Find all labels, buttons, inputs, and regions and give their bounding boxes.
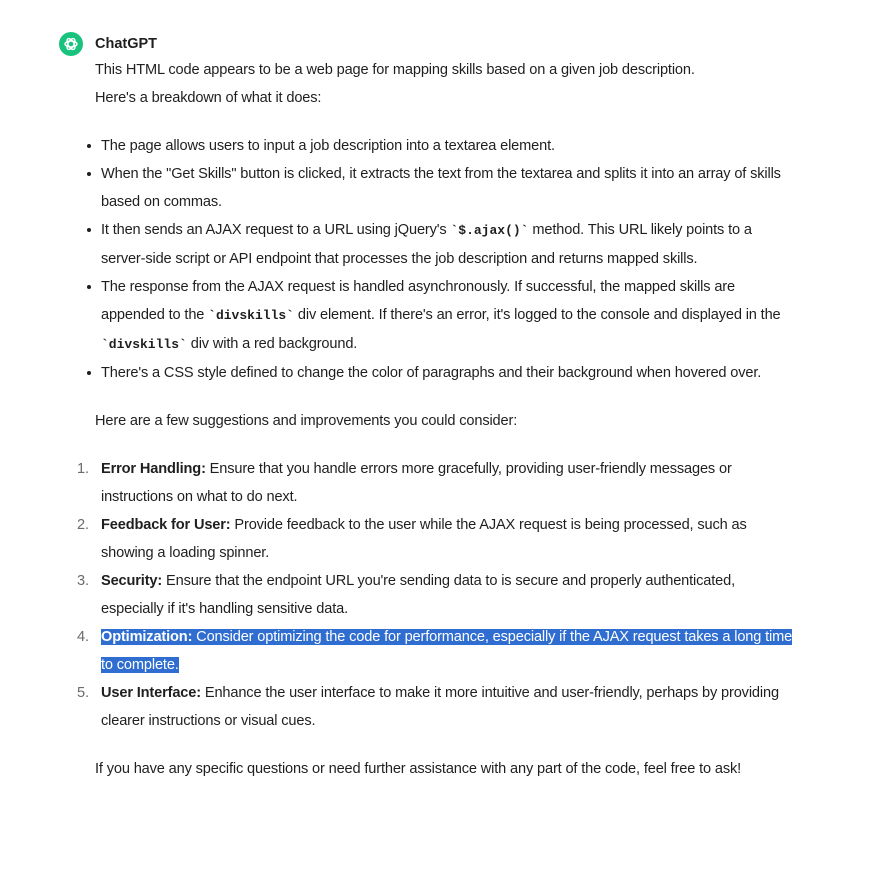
list-item: 5. User Interface: Enhance the user interface to make it more intuitive and user-friendly, perhaps by providing clearer instructions or visual cues. bbox=[95, 679, 795, 735]
suggestion-title: Error Handling: bbox=[101, 461, 206, 477]
suggestions-intro: Here are a few suggestions and improvements you could consider: bbox=[95, 413, 518, 429]
selected-text[interactable]: Optimization: Consider optimizing the code for performance, especially if the AJAX request takes a long time to complete. bbox=[101, 629, 793, 673]
suggestions-list bbox=[77, 455, 795, 735]
inline-code: `divskills` bbox=[101, 337, 187, 352]
list-item: 1. Error Handling: Ensure that you handle errors more gracefully, providing user-friendly messages or instructions on what to do next. bbox=[95, 455, 795, 511]
chatgpt-avatar-icon bbox=[59, 32, 83, 56]
closing-paragraph: If you have any specific questions or need further assistance with any part of the code, feel free to ask! bbox=[95, 761, 742, 777]
suggestion-title: User Interface: bbox=[101, 685, 201, 701]
suggestion-title: Security: bbox=[101, 573, 163, 589]
list-item: It then sends an AJAX request to a URL using jQuery's `$.ajax()` method. This URL likely points to a server-side script or API endpoint that processes the job description and returns mapped skills. bbox=[95, 216, 795, 273]
list-number: 4. bbox=[77, 629, 89, 645]
list-item: The page allows users to input a job description into a textarea element. bbox=[95, 132, 795, 160]
inline-code: `divskills` bbox=[208, 308, 294, 323]
intro-line-1: This HTML code appears to be a web page for mapping skills based on a given job description. bbox=[95, 62, 695, 78]
intro-line-2: Here's a breakdown of what it does: bbox=[95, 90, 322, 106]
list-item-selected bbox=[77, 623, 795, 679]
sender-name: ChatGPT bbox=[95, 36, 158, 52]
breakdown-list bbox=[95, 132, 795, 387]
list-number: 5. bbox=[77, 685, 89, 701]
suggestion-title: Optimization: bbox=[101, 629, 193, 645]
list-number: 1. bbox=[77, 461, 89, 477]
inline-code: `$.ajax()` bbox=[450, 223, 529, 238]
list-item: There's a CSS style defined to change the color of paragraphs and their background when hovered over. bbox=[95, 359, 795, 387]
list-number: 2. bbox=[77, 517, 89, 533]
intro-paragraph bbox=[95, 56, 795, 112]
suggestion-title: Feedback for User: bbox=[101, 517, 231, 533]
openai-logo-icon bbox=[63, 36, 79, 52]
list-number: 3. bbox=[77, 573, 89, 589]
list-item: 3. Security: Ensure that the endpoint URL you're sending data to is secure and properly authenticated, especially if it's handling sensitive data. bbox=[95, 567, 795, 623]
list-item: When the "Get Skills" button is clicked, it extracts the text from the textarea and splits it into an array of skills based on commas. bbox=[95, 160, 795, 216]
message-content bbox=[77, 56, 795, 783]
list-item: 2. Feedback for User: Provide feedback to the user while the AJAX request is being processed, such as showing a loading spinner. bbox=[95, 511, 795, 567]
list-item: The response from the AJAX request is handled asynchronously. If successful, the mapped skills are appended to the `divskills` div element. If there's an error, it's logged to the console and displayed in the `divskills` div with a red background. bbox=[95, 273, 795, 359]
